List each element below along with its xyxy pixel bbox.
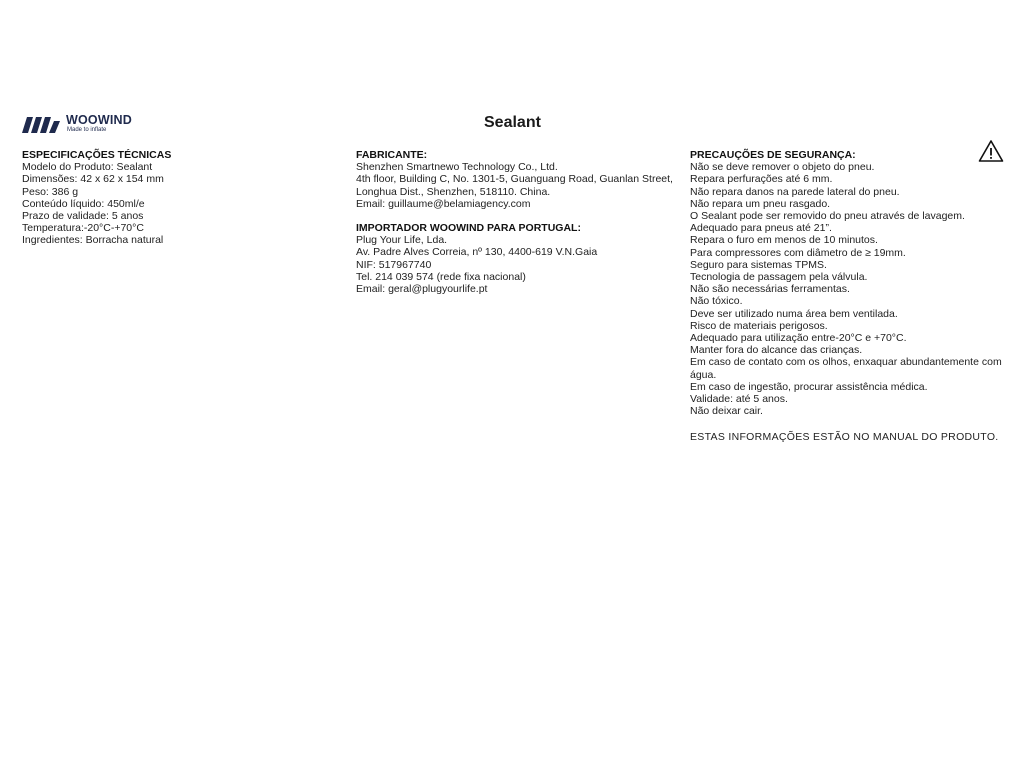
specs-heading: ESPECIFICAÇÕES TÉCNICAS (22, 149, 172, 161)
safety-line: Não são necessárias ferramentas. (690, 283, 850, 296)
manufacturer-list (356, 161, 681, 210)
safety-line: Não repara um pneu rasgado. (690, 197, 831, 210)
specs-section (22, 149, 342, 247)
safety-line: Em caso de contato com os olhos, enxaquar abundantemente com (690, 356, 1002, 369)
safety-list (690, 161, 1008, 417)
safety-line: Não se deve remover o objeto do pneu. (690, 161, 875, 174)
safety-line: Tecnologia de passagem pela válvula. (690, 271, 868, 284)
safety-line: Não tóxico. (690, 295, 743, 308)
safety-line: O Sealant pode ser removido do pneu através de lavagem. (690, 210, 965, 223)
spec-line: Conteúdo líquido: 450ml/e (22, 197, 145, 210)
manufacturer-heading: FABRICANTE: (356, 149, 428, 161)
safety-line: Repara perfurações até 6 mm. (690, 173, 833, 186)
safety-heading: PRECAUÇÕES DE SEGURANÇA: (690, 149, 856, 161)
importer-line: Av. Padre Alves Correia, nº 130, 4400-619 V.N.Gaia (356, 246, 598, 259)
safety-line: Repara o furo em menos de 10 minutos. (690, 234, 878, 247)
safety-line: Manter fora do alcance das crianças. (690, 344, 863, 357)
safety-line: Em caso de ingestão, procurar assistência médica. (690, 380, 928, 393)
manual-note: ESTAS INFORMAÇÕES ESTÃO NO MANUAL DO PRODUTO. (690, 431, 999, 444)
specs-list (22, 161, 342, 246)
brand-name: WOOWIND (66, 113, 132, 127)
spec-line: Peso: 386 g (22, 185, 79, 198)
safety-line: Risco de materiais perigosos. (690, 319, 828, 332)
spec-line: Modelo do Produto: Sealant (22, 161, 153, 174)
manufacturer-section (356, 149, 681, 295)
safety-line: Deve ser utilizado numa área bem ventilada. (690, 307, 898, 320)
importer-line: Plug Your Life, Lda. (356, 234, 448, 247)
brand-logo (22, 113, 142, 137)
safety-line: Validade: até 5 anos. (690, 393, 788, 406)
safety-line: água. (690, 368, 717, 381)
spec-line: Dimensões: 42 x 62 x 154 mm (22, 173, 164, 186)
safety-line: Não repara danos na parede lateral do pneu. (690, 185, 900, 198)
spec-line: Temperatura:-20°C-+70°C (22, 222, 144, 235)
warning-triangle-icon (978, 139, 1004, 163)
spec-line: Prazo de validade: 5 anos (22, 210, 144, 223)
safety-line: Para compressores com diâmetro de ≥ 19mm. (690, 246, 906, 259)
importer-line: Email: geral@plugyourlife.pt (356, 283, 488, 296)
page-title: Sealant (484, 114, 541, 131)
woowind-logo-mark-icon (22, 115, 62, 135)
importer-line: Tel. 214 039 574 (rede fixa nacional) (356, 270, 526, 283)
safety-section (690, 149, 1008, 444)
spec-line: Ingredientes: Borracha natural (22, 234, 164, 247)
safety-line: Adequado para utilização entre-20°C e +70°C. (690, 332, 907, 345)
importer-list (356, 234, 681, 295)
safety-line: Adequado para pneus até 21”. (690, 222, 832, 235)
manufacturer-line: 4th floor, Building C, No. 1301-5, Guanguang Road, Guanlan Street, (356, 173, 673, 186)
manufacturer-line: Longhua Dist., Shenzhen, 518110. China. (356, 185, 551, 198)
importer-heading: IMPORTADOR WOOWIND PARA PORTUGAL: (356, 222, 581, 235)
safety-line: Não deixar cair. (690, 405, 763, 418)
safety-line: Seguro para sistemas TPMS. (690, 258, 827, 271)
manufacturer-line: Shenzhen Smartnewo Technology Co., Ltd. (356, 161, 558, 174)
brand-tagline: Made to inflate (67, 127, 107, 133)
importer-line: NIF: 517967740 (356, 258, 432, 271)
manufacturer-line: Email: guillaume@belamiagency.com (356, 197, 531, 210)
